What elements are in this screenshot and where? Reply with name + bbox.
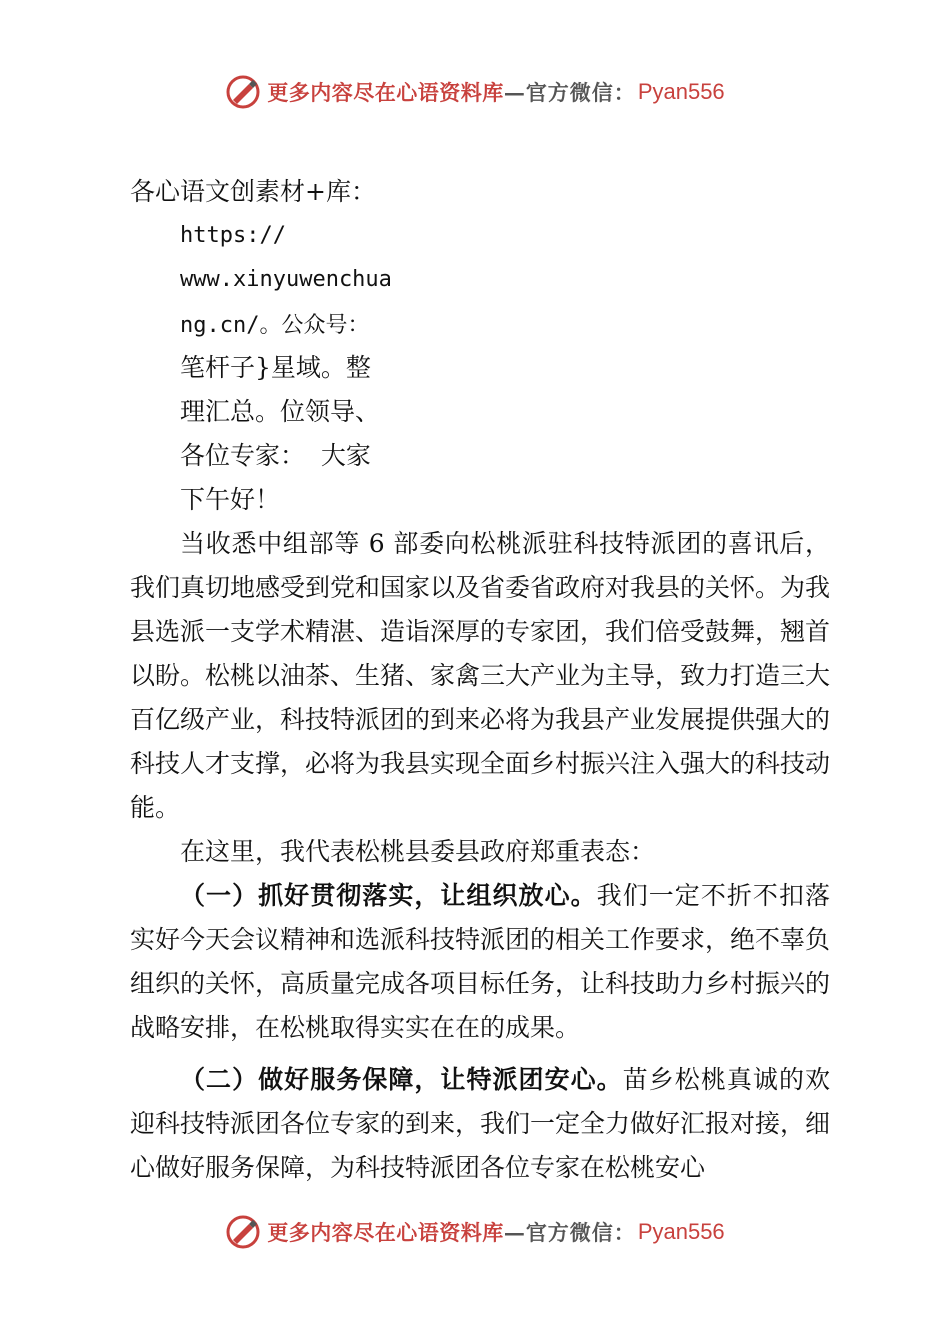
intro-line: 各位专家： 大家: [180, 441, 371, 470]
banner-wechat-id: Pyan556: [637, 1219, 725, 1244]
point-heading: （二）做好服务保障，让特派团安心。: [180, 1065, 623, 1094]
intro-line: 各心语文创素材+库：: [130, 177, 376, 206]
intro-line: 笔杆子}星域。整: [180, 353, 371, 382]
banner-wechat-label: —官方微信：: [503, 1220, 636, 1245]
paragraph-text: 我们一定不折不扣落实好今天会议精神和选派科技特派团的相关工作要求，绝不辜负组织的关怀，高质量完成各项目标任务，让科技助力乡村振兴的战略安排，在松桃取得实实在在的成果。: [130, 881, 831, 1042]
paragraph-news: [130, 522, 830, 830]
intro-line-url: www.xinyuwenchua: [180, 267, 392, 292]
intro-line-url-part: ng.cn/。公众号：: [180, 313, 370, 338]
header-banner: [0, 70, 950, 114]
point-heading: （一）抓好贯彻落实，让组织放心。: [180, 881, 597, 910]
banner-wechat-label: —官方微信：: [503, 80, 636, 105]
footer-banner: [0, 1210, 950, 1254]
paragraph-statement: [130, 830, 830, 874]
pen-logo-icon: [225, 74, 261, 110]
intro-line: 理汇总。位领导、: [180, 397, 381, 426]
banner-site-text: 更多内容尽在心语资料库: [267, 80, 504, 105]
intro-line-url: https://: [180, 223, 286, 248]
document-body: [130, 170, 830, 1190]
banner-wechat-id: Pyan556: [637, 79, 725, 104]
paragraph-point-two: [130, 1058, 830, 1190]
paragraph-text: 苗乡松桃真诚的欢迎科技特派团各位专家的到来，我们一定全力做好汇报对接，细心做好服务保障，为科技特派团各位专家在松桃安心: [130, 1065, 831, 1182]
paragraph-point-one: [130, 874, 830, 1050]
paragraph-text: 当收悉中组部等 6 部委向松桃派驻科技特派团的喜讯后，我们真切地感受到党和国家以及省委省政府对我县的关怀。为我县选派一支学术精湛、造诣深厚的专家团，我们倍受鼓舞，翘首以盼。松桃以油茶、生猪、家禽三大产业为主导，致力打造三大百亿级产业，科技特派团的到来必将为我县产业发展提供强大的科技人才支撑，必将为我县实现全面乡村振兴注入强大的科技动能。: [130, 529, 831, 822]
paragraph-text: 在这里，我代表松桃县委县政府郑重表态：: [180, 837, 656, 866]
pen-logo-icon: [225, 1214, 261, 1250]
intro-line: 下午好！: [180, 485, 281, 514]
intro-line: [130, 302, 830, 346]
banner-site-text: 更多内容尽在心语资料库: [267, 1220, 504, 1245]
